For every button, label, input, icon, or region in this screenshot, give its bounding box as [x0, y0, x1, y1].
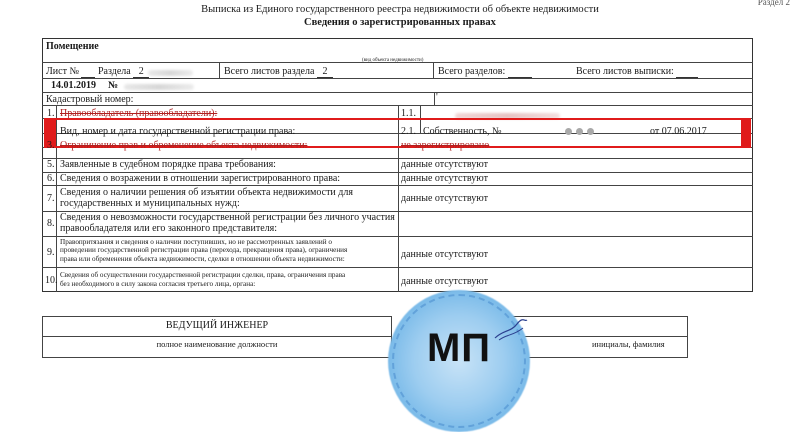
signature-divider — [42, 336, 392, 337]
row-6-label: Сведения о возражении в отношении зарегистрированного права: — [60, 173, 341, 184]
table-column-line — [219, 62, 220, 78]
total-extract-sheets-field — [576, 66, 698, 78]
highlight-marker-right — [741, 119, 751, 147]
row-7-value: данные отсутствуют — [401, 193, 488, 204]
section-label: Раздела — [97, 66, 131, 77]
total-extract-sheets-label: Всего листов выписки: — [576, 66, 674, 77]
signatory-position: ВЕДУЩИЙ ИНЖЕНЕР — [165, 320, 269, 331]
total-sections-field — [438, 66, 532, 78]
row-3-value: не зарегистрировано — [401, 140, 490, 151]
signatory-name-caption: инициалы, фамилия — [592, 339, 665, 349]
cadastral-number-label: Кадастровый номер: — [46, 94, 134, 105]
row-8-label-line-1: Сведения о невозможности государственной регистрации без личного участия — [60, 212, 395, 223]
row-5-number: 5. — [47, 159, 55, 170]
row-8-number: 8. — [47, 218, 55, 229]
total-extract-sheets-blank — [676, 66, 698, 78]
section-sheets-field — [224, 66, 333, 78]
row-5-label: Заявленные в судебном порядке права требования: — [60, 159, 276, 170]
row-10-label-line-1: Сведения об осуществлении государственной регистрации сделки, права, ограничения права — [60, 271, 346, 279]
row-7-number: 7. — [47, 193, 55, 204]
row-5-value: данные отсутствуют — [401, 159, 488, 170]
extract-number-label: № — [108, 80, 119, 91]
row-9-value: данные отсутствуют — [401, 249, 488, 260]
section-sheets-value: 2 — [317, 66, 333, 78]
row-1-number: 1. — [47, 108, 55, 119]
row-9-number: 9. — [47, 247, 55, 258]
row-9-label-line-3: права или обременения объекта недвижимости, сделки в отношении объекта недвижимости: — [60, 255, 345, 263]
row-2-label: Вид, номер и дата государственной регистрации права: — [60, 126, 296, 137]
extract-date: 14.01.2019 — [51, 80, 96, 91]
cadastral-number-mark: ' — [436, 92, 438, 103]
row-1-label: Правообладатель (правообладатели): — [60, 108, 218, 119]
table-column-line — [434, 92, 435, 105]
row-7-label-line-1: Сведения о наличии решения об изъятии объекта недвижимости для — [60, 187, 353, 198]
object-type: Помещение — [46, 41, 99, 52]
row-6-value: данные отсутствуют — [401, 173, 488, 184]
table-column-line — [433, 62, 434, 78]
table-divider — [42, 92, 753, 93]
row-3-label: Ограничение прав и обременение объекта недвижимости: — [60, 140, 308, 151]
row-2-registration-date: от 07.06.2017 — [650, 126, 707, 137]
row-10-number: 10. — [45, 275, 58, 286]
row-9-label-line-1: Правопритязания и сведения о наличии поступивших, но не рассмотренных заявлений о — [60, 238, 332, 246]
row-7-label-line-2: государственных и муниципальных нужд: — [60, 198, 240, 209]
row-2-code: 2.1. — [401, 126, 416, 137]
document-subtitle: Сведения о зарегистрированных правах — [304, 17, 496, 28]
row-9-label-line-2: проведении государственной регистрации права (перехода, прекращения права), ограничения — [60, 246, 348, 254]
table-divider — [42, 78, 753, 79]
section-number: 2 — [133, 66, 149, 78]
row-1-code: 1.1. — [401, 108, 416, 119]
seal-label: МП — [426, 326, 492, 370]
row-8-label-line-2: правообладателя или его законного представителя: — [60, 223, 278, 234]
object-type-caption: (вид объекта недвижимости) — [362, 58, 424, 63]
row-6-number: 6. — [47, 173, 55, 184]
signature-scribble — [493, 318, 529, 342]
total-sections-label: Всего разделов: — [438, 66, 506, 77]
row-2-value: Собственность, № — [423, 126, 502, 137]
document-title: Выписка из Единого государственного реестра недвижимости об объекте недвижимости — [201, 4, 599, 15]
redacted-text — [124, 84, 194, 90]
sheet-number-blank — [81, 66, 95, 78]
section-corner-note: Раздел 2 — [757, 0, 790, 7]
total-sections-blank — [508, 66, 532, 78]
sheet-number-field — [46, 66, 149, 78]
section-sheets-label: Всего листов раздела — [224, 66, 315, 77]
row-3-number: 3. — [47, 140, 55, 151]
redacted-text — [148, 70, 193, 76]
row-10-label-line-2: без необходимого в силу закона согласия третьего лица, органа: — [60, 280, 256, 288]
sheet-number-label: Лист № — [46, 66, 79, 77]
row-10-value: данные отсутствуют — [401, 276, 488, 287]
signatory-position-caption: полное наименование должности — [156, 339, 278, 349]
